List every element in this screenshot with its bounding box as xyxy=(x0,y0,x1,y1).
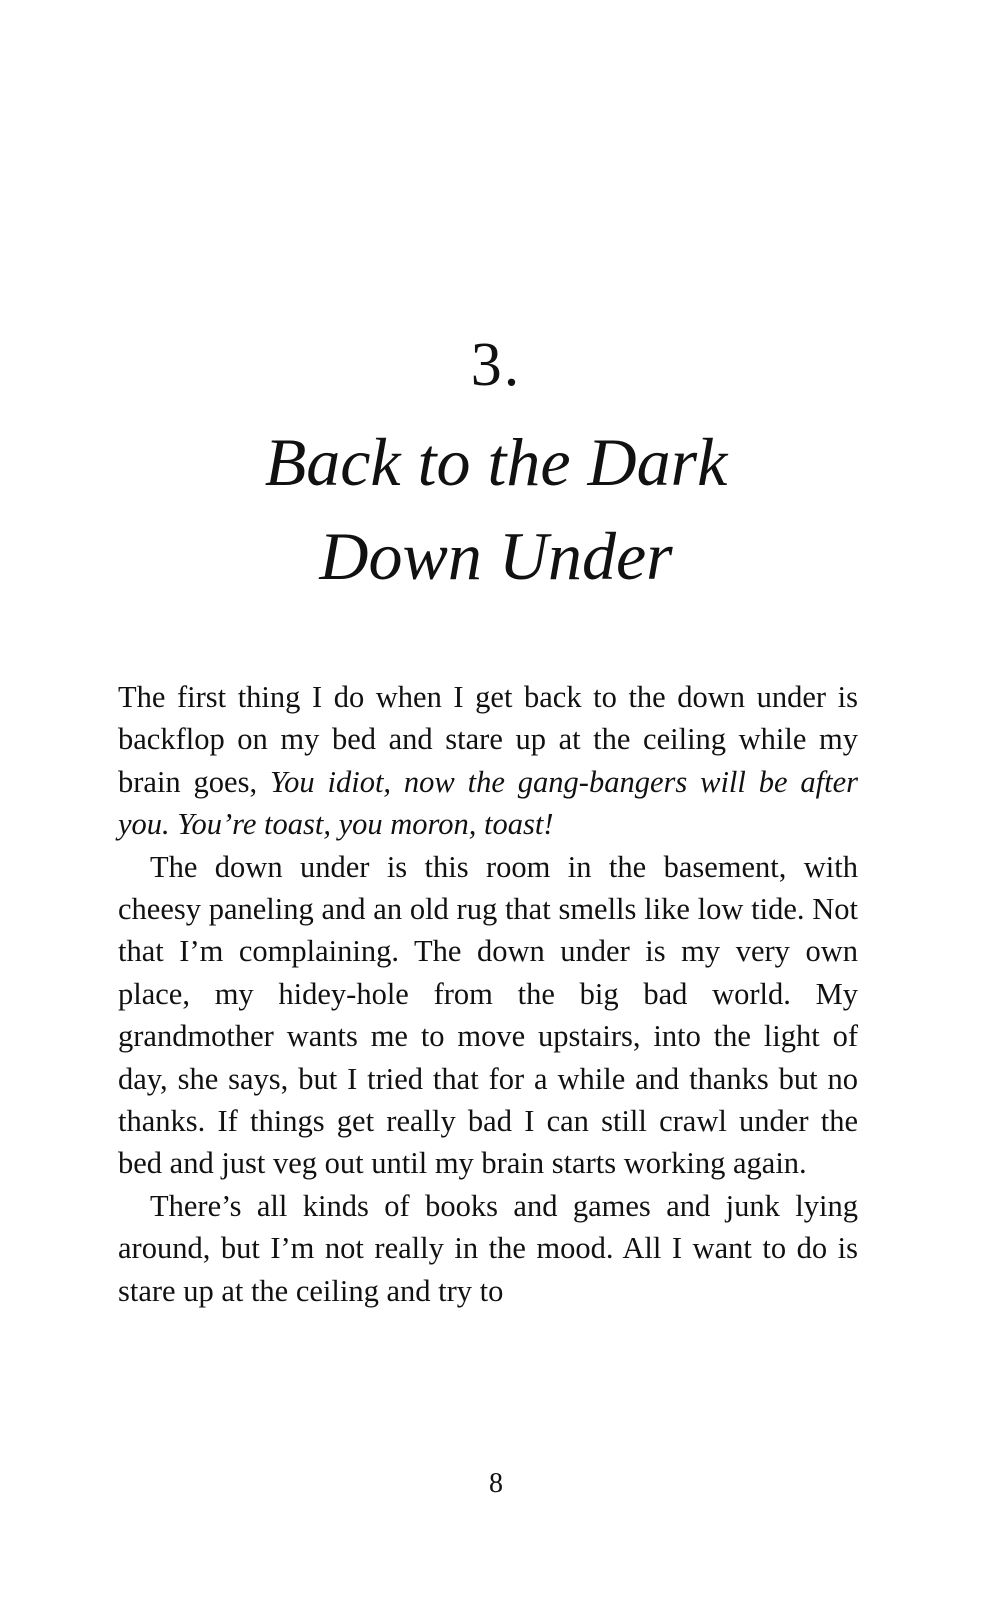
chapter-number: 3. xyxy=(470,331,522,399)
paragraph-1 xyxy=(118,676,858,846)
chapter-title-line-2: Down Under xyxy=(319,518,673,594)
body-text xyxy=(118,676,858,1312)
paragraph-1-italic-thought: You idiot, now the gang-bangers will be after you. You’re toast, you moron, toast! xyxy=(118,764,859,842)
chapter-title xyxy=(0,415,992,603)
page-number: 8 xyxy=(489,1468,503,1499)
chapter-title-line-1: Back to the Dark xyxy=(264,424,728,500)
paragraph-1-text: The first thing I do when I get back to the down under is backflop on my bed and stare up at the ceiling while my brain goes, xyxy=(118,680,858,799)
paragraph-3: There’s all kinds of books and games and junk lying around, but I’m not really in the mood. All I want to do is stare up at the ceiling and try to xyxy=(118,1188,858,1308)
paragraph-2: The down under is this room in the basement, with cheesy paneling and an old rug that smells like low tide. Not that I’m complaining. The down under is my very own place, my hidey-hole from the big bad world. My grandmother wants me to move upstairs, into the light of day, she says, but I tried that for a while and thanks but no thanks. If things get really bad I can still crawl under the bed and just veg out until my brain starts working again. xyxy=(118,849,858,1181)
